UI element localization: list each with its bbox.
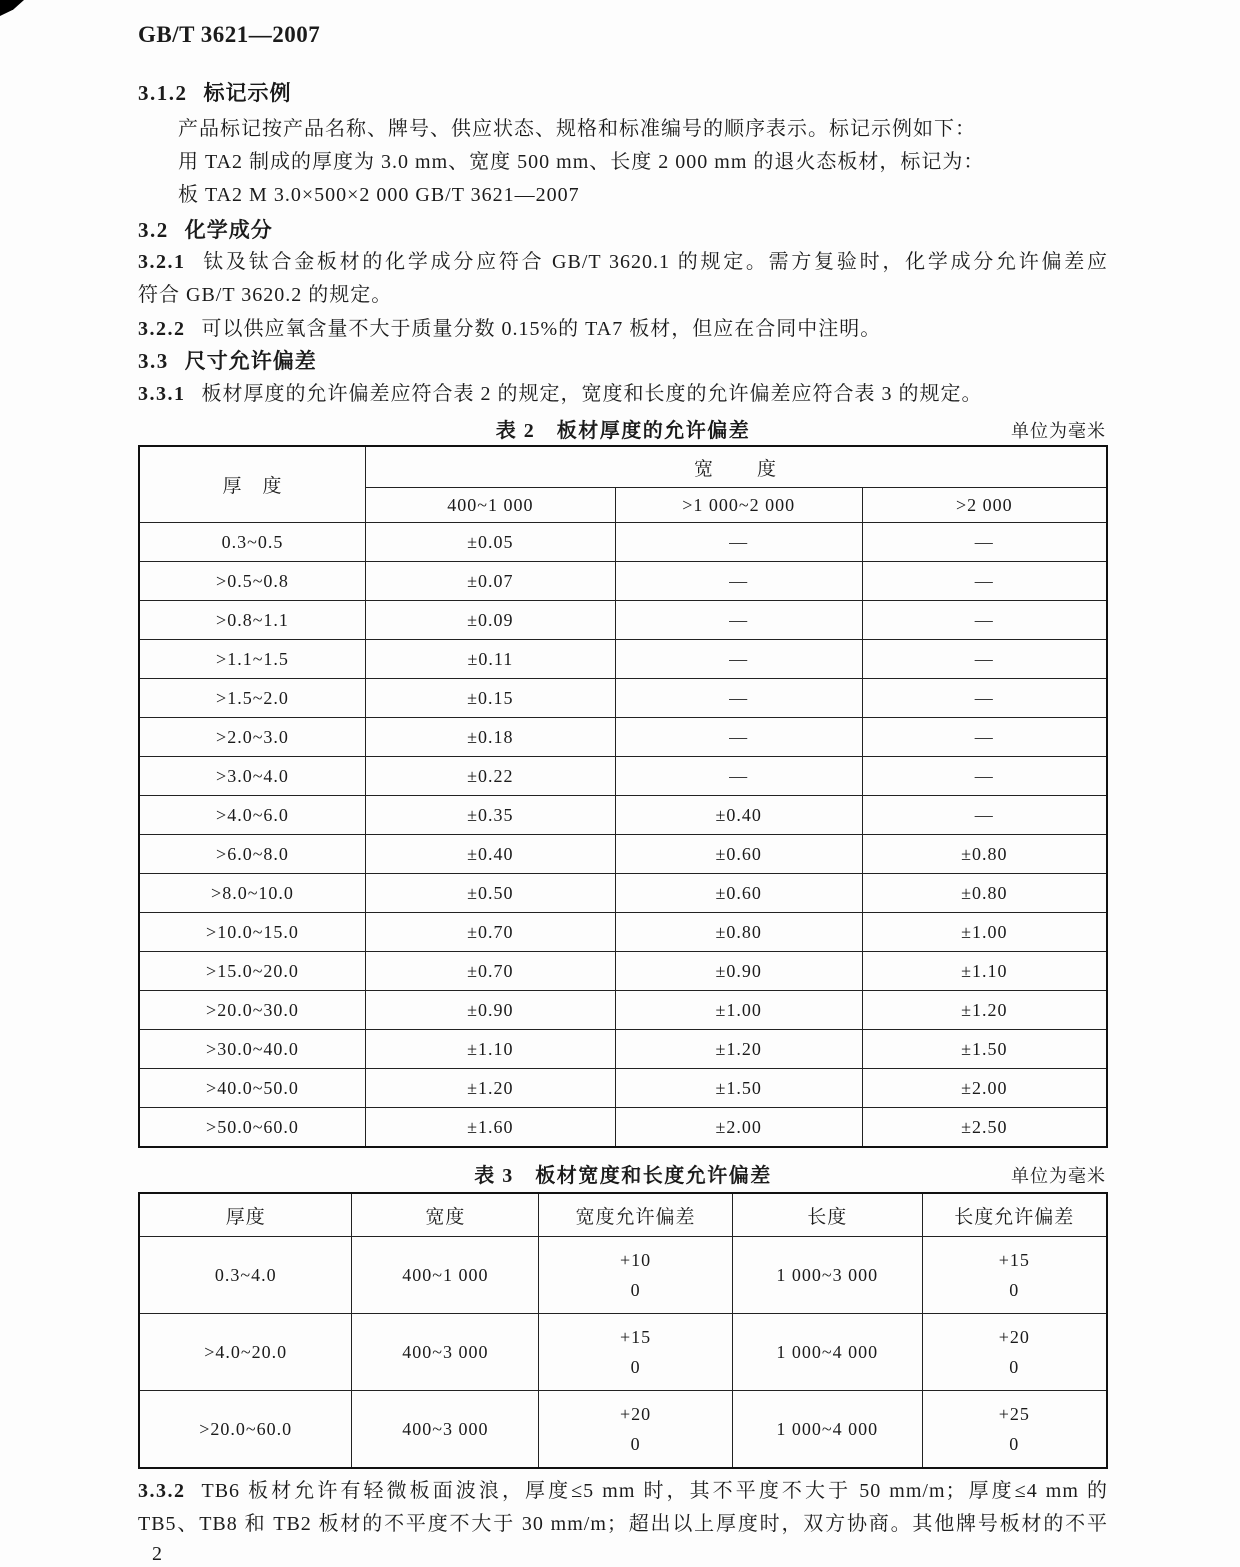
cell-tolerance: ±2.00 bbox=[862, 1069, 1107, 1108]
cell-tolerance: — bbox=[615, 640, 862, 679]
table-3-unit-note: 单位为毫米 bbox=[1011, 1166, 1106, 1186]
clause-number: 3.3.1 bbox=[138, 383, 186, 405]
cell-thickness: >50.0~60.0 bbox=[139, 1108, 366, 1148]
table-row bbox=[139, 1237, 1107, 1314]
cell-tolerance: ±1.20 bbox=[366, 1069, 616, 1108]
cell-length-tolerance bbox=[922, 1237, 1107, 1314]
table-row bbox=[139, 874, 1107, 913]
clause-number: 3.2.2 bbox=[138, 318, 186, 340]
cell-tolerance: — bbox=[862, 562, 1107, 601]
tolerance-upper: +20 bbox=[619, 1404, 652, 1424]
tolerance-upper: +25 bbox=[998, 1404, 1030, 1424]
col-header-width-1: 400~1 000 bbox=[366, 488, 616, 523]
tolerance-upper: +15 bbox=[998, 1250, 1030, 1270]
col-header-length-tolerance: 长度允许偏差 bbox=[922, 1193, 1107, 1237]
cell-tolerance: — bbox=[615, 601, 862, 640]
col-header-width-tolerance: 宽度允许偏差 bbox=[539, 1193, 733, 1237]
cell-tolerance: ±1.00 bbox=[615, 991, 862, 1030]
cell-width: 400~1 000 bbox=[352, 1237, 539, 1314]
clause-3-2-2 bbox=[138, 313, 1108, 346]
table-row bbox=[139, 835, 1107, 874]
cell-tolerance: — bbox=[862, 757, 1107, 796]
table-row bbox=[139, 1108, 1107, 1148]
table-row bbox=[139, 952, 1107, 991]
cell-tolerance: ±0.90 bbox=[366, 991, 616, 1030]
table-row bbox=[139, 679, 1107, 718]
cell-thickness: >0.8~1.1 bbox=[139, 601, 366, 640]
cell-thickness: >4.0~6.0 bbox=[139, 796, 366, 835]
col-header-width-3: >2 000 bbox=[862, 488, 1107, 523]
thickness-tolerance-table bbox=[138, 445, 1108, 1148]
col-header-width: 宽度 bbox=[352, 1193, 539, 1237]
cell-tolerance: — bbox=[862, 640, 1107, 679]
clause-title: 标记示例 bbox=[203, 81, 292, 105]
clause-text: 板材厚度的允许偏差应符合表 2 的规定，宽度和长度的允许偏差应符合表 3 的规定。 bbox=[201, 383, 983, 405]
cell-thickness: >8.0~10.0 bbox=[139, 874, 366, 913]
cell-thickness: >4.0~20.0 bbox=[139, 1314, 352, 1391]
cell-length-tolerance bbox=[922, 1314, 1107, 1391]
cell-width-tolerance bbox=[539, 1391, 733, 1469]
clause-text: 可以供应氧含量不大于质量分数 0.15%的 TA7 板材，但应在合同中注明。 bbox=[201, 318, 882, 340]
cell-tolerance: — bbox=[615, 757, 862, 796]
table-row bbox=[139, 796, 1107, 835]
clause-number: 3.2 bbox=[138, 218, 169, 242]
clause-3-2-1-line-1 bbox=[138, 246, 1108, 279]
cell-tolerance: ±0.60 bbox=[615, 874, 862, 913]
cell-tolerance: — bbox=[862, 523, 1107, 562]
cell-tolerance: ±0.05 bbox=[366, 523, 616, 562]
clause-3-3-heading bbox=[138, 346, 1108, 376]
cell-thickness: >20.0~60.0 bbox=[139, 1391, 352, 1469]
table-row bbox=[139, 1069, 1107, 1108]
tolerance-lower: 0 bbox=[1009, 1434, 1020, 1454]
scan-artifact bbox=[0, 0, 24, 16]
clause-text: TB6 板材允许有轻微板面波浪，厚度≤5 mm 时，其不平度不大于 50 mm/m；厚度≤4 mm 的 bbox=[201, 1480, 1108, 1502]
page-number: 2 bbox=[152, 1543, 162, 1565]
table-2-unit-note: 单位为毫米 bbox=[1011, 421, 1106, 441]
cell-length: 1 000~4 000 bbox=[732, 1314, 922, 1391]
cell-tolerance: — bbox=[862, 679, 1107, 718]
clause-3-1-2-heading bbox=[138, 78, 1108, 108]
cell-tolerance: ±1.20 bbox=[615, 1030, 862, 1069]
cell-tolerance: ±1.50 bbox=[862, 1030, 1107, 1069]
table-header-row bbox=[139, 446, 1107, 488]
width-length-tolerance-table bbox=[138, 1192, 1108, 1469]
clause-3-2-1-line-2: 符合 GB/T 3620.2 的规定。 bbox=[138, 284, 393, 306]
cell-tolerance: ±1.20 bbox=[862, 991, 1107, 1030]
cell-thickness: >20.0~30.0 bbox=[139, 991, 366, 1030]
cell-tolerance: — bbox=[862, 718, 1107, 757]
tolerance-upper: +15 bbox=[619, 1327, 652, 1347]
table-row bbox=[139, 1391, 1107, 1469]
cell-width-tolerance bbox=[539, 1237, 733, 1314]
table-row bbox=[139, 1314, 1107, 1391]
cell-tolerance: ±2.00 bbox=[615, 1108, 862, 1148]
cell-tolerance: ±0.22 bbox=[366, 757, 616, 796]
clause-number: 3.3 bbox=[138, 349, 169, 373]
table-row bbox=[139, 757, 1107, 796]
cell-tolerance: ±0.11 bbox=[366, 640, 616, 679]
table-2-title: 表 2 板材厚度的允许偏差 bbox=[495, 420, 751, 442]
table-3-caption-row bbox=[138, 1162, 1108, 1190]
cell-thickness: >40.0~50.0 bbox=[139, 1069, 366, 1108]
clause-number: 3.1.2 bbox=[138, 81, 188, 105]
cell-tolerance: ±0.60 bbox=[615, 835, 862, 874]
clause-3-1-2-paragraph: 产品标记按产品名称、牌号、供应状态、规格和标准编号的顺序表示。标记示例如下： bbox=[178, 118, 976, 140]
cell-thickness: >2.0~3.0 bbox=[139, 718, 366, 757]
cell-thickness: 0.3~0.5 bbox=[139, 523, 366, 562]
marking-example-line-1: 用 TA2 制成的厚度为 3.0 mm、宽度 500 mm、长度 2 000 mm 的退火态板材，标记为： bbox=[178, 151, 985, 173]
table-2-caption-row bbox=[138, 417, 1108, 445]
cell-tolerance: ±0.18 bbox=[366, 718, 616, 757]
cell-thickness: >0.5~0.8 bbox=[139, 562, 366, 601]
cell-tolerance: ±0.40 bbox=[615, 796, 862, 835]
page-content bbox=[138, 0, 1108, 1567]
clause-3-3-2-line-1 bbox=[138, 1475, 1108, 1508]
cell-thickness: >3.0~4.0 bbox=[139, 757, 366, 796]
cell-tolerance: — bbox=[615, 679, 862, 718]
clause-text: 钛及钛合金板材的化学成分应符合 GB/T 3620.1 的规定。需方复验时，化学成分允许偏差应 bbox=[201, 251, 1108, 273]
cell-tolerance: ±0.80 bbox=[862, 835, 1107, 874]
cell-thickness: 0.3~4.0 bbox=[139, 1237, 352, 1314]
cell-tolerance: ±0.09 bbox=[366, 601, 616, 640]
cell-thickness: >30.0~40.0 bbox=[139, 1030, 366, 1069]
cell-thickness: >6.0~8.0 bbox=[139, 835, 366, 874]
cell-tolerance: ±1.50 bbox=[615, 1069, 862, 1108]
cell-tolerance: ±0.50 bbox=[366, 874, 616, 913]
table-row bbox=[139, 913, 1107, 952]
cell-tolerance: ±0.90 bbox=[615, 952, 862, 991]
tolerance-upper: +10 bbox=[619, 1250, 652, 1270]
table-row bbox=[139, 1030, 1107, 1069]
col-header-length: 长度 bbox=[732, 1193, 922, 1237]
tolerance-upper: +20 bbox=[998, 1327, 1030, 1347]
cell-tolerance: ±0.70 bbox=[366, 913, 616, 952]
tolerance-lower: 0 bbox=[630, 1357, 641, 1377]
cell-tolerance: ±0.80 bbox=[862, 874, 1107, 913]
col-header-thickness: 厚度 bbox=[139, 1193, 352, 1237]
cell-width-tolerance bbox=[539, 1314, 733, 1391]
tolerance-lower: 0 bbox=[630, 1280, 641, 1300]
cell-tolerance: ±0.15 bbox=[366, 679, 616, 718]
cell-tolerance: ±2.50 bbox=[862, 1108, 1107, 1148]
standard-code-header: GB/T 3621—2007 bbox=[138, 22, 321, 47]
cell-tolerance: ±0.35 bbox=[366, 796, 616, 835]
cell-tolerance: ±1.00 bbox=[862, 913, 1107, 952]
cell-thickness: >1.1~1.5 bbox=[139, 640, 366, 679]
tolerance-lower: 0 bbox=[1009, 1280, 1020, 1300]
table-header-row bbox=[139, 1193, 1107, 1237]
cell-width: 400~3 000 bbox=[352, 1391, 539, 1469]
tolerance-lower: 0 bbox=[630, 1434, 641, 1454]
clause-number: 3.3.2 bbox=[138, 1480, 186, 1502]
clause-3-2-heading bbox=[138, 215, 1108, 245]
table-row bbox=[139, 640, 1107, 679]
clause-title: 尺寸允许偏差 bbox=[184, 349, 317, 373]
tolerance-lower: 0 bbox=[1009, 1357, 1020, 1377]
cell-tolerance: — bbox=[615, 718, 862, 757]
table-row bbox=[139, 991, 1107, 1030]
cell-tolerance: ±0.07 bbox=[366, 562, 616, 601]
table-row bbox=[139, 601, 1107, 640]
clause-number: 3.2.1 bbox=[138, 251, 186, 273]
cell-tolerance: ±0.80 bbox=[615, 913, 862, 952]
cell-thickness: >1.5~2.0 bbox=[139, 679, 366, 718]
col-header-width-group: 宽 度 bbox=[366, 446, 1108, 488]
marking-example-line-2: 板 TA2 M 3.0×500×2 000 GB/T 3621—2007 bbox=[178, 184, 580, 206]
clause-title: 化学成分 bbox=[184, 218, 273, 242]
table-3-title: 表 3 板材宽度和长度允许偏差 bbox=[474, 1165, 772, 1187]
cell-thickness: >10.0~15.0 bbox=[139, 913, 366, 952]
col-header-thickness: 厚 度 bbox=[139, 446, 366, 523]
cell-length: 1 000~4 000 bbox=[732, 1391, 922, 1469]
cell-length: 1 000~3 000 bbox=[732, 1237, 922, 1314]
cell-tolerance: — bbox=[862, 601, 1107, 640]
cell-tolerance: ±1.10 bbox=[862, 952, 1107, 991]
cell-tolerance: ±0.70 bbox=[366, 952, 616, 991]
clause-3-3-2-line-2: TB5、TB8 和 TB2 板材的不平度不大于 30 mm/m；超出以上厚度时，双方协商。其他牌号板材的不平 bbox=[138, 1513, 1108, 1535]
cell-tolerance: — bbox=[615, 523, 862, 562]
cell-thickness: >15.0~20.0 bbox=[139, 952, 366, 991]
table-row bbox=[139, 718, 1107, 757]
table-row bbox=[139, 523, 1107, 562]
clause-3-3-1 bbox=[138, 378, 1108, 411]
col-header-width-2: >1 000~2 000 bbox=[615, 488, 862, 523]
table-row bbox=[139, 562, 1107, 601]
cell-tolerance: — bbox=[615, 562, 862, 601]
cell-tolerance: ±1.10 bbox=[366, 1030, 616, 1069]
cell-tolerance: ±1.60 bbox=[366, 1108, 616, 1148]
cell-width: 400~3 000 bbox=[352, 1314, 539, 1391]
cell-tolerance: ±0.40 bbox=[366, 835, 616, 874]
cell-tolerance: — bbox=[862, 796, 1107, 835]
cell-length-tolerance bbox=[922, 1391, 1107, 1469]
